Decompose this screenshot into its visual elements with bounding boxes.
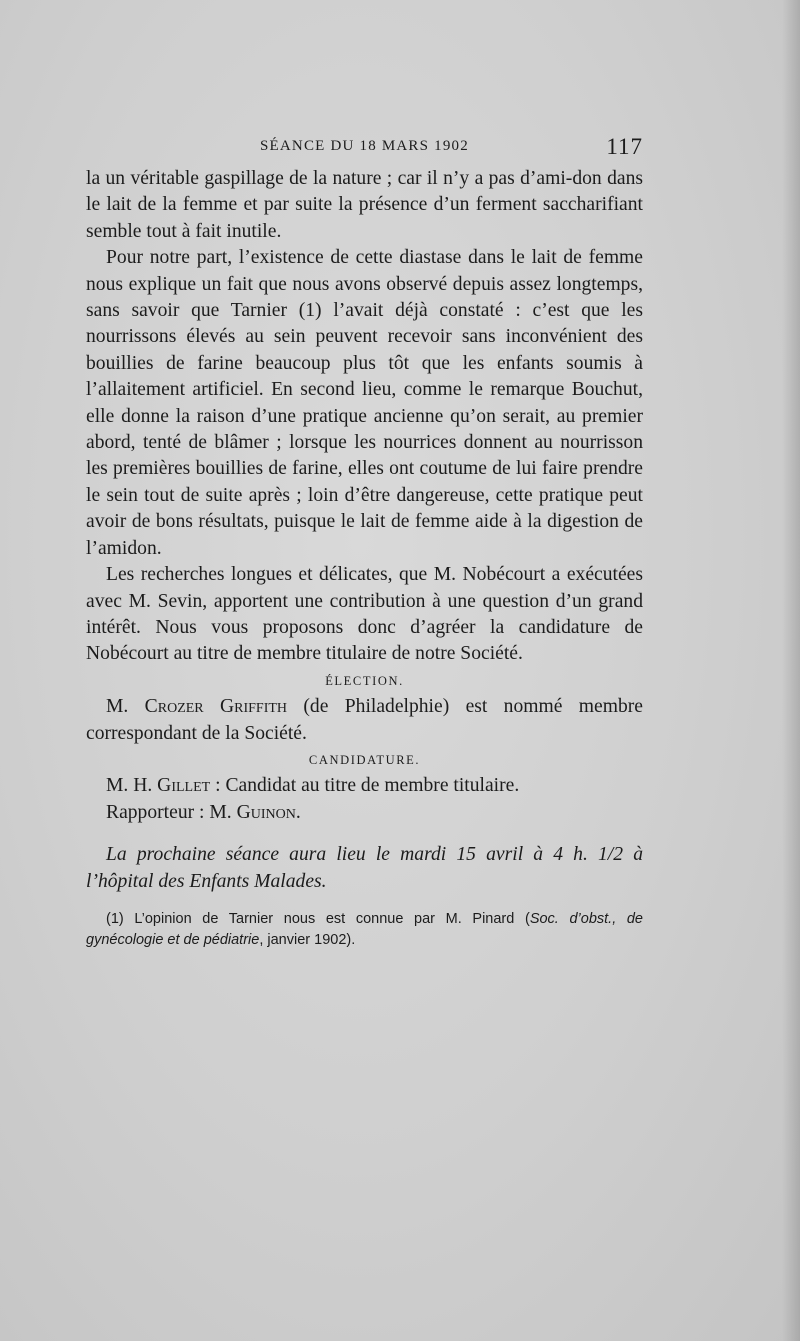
election-text: (de Philadelphie) est nommé membre correspondant de la Société. — [86, 696, 643, 744]
paragraph-2-end: l’avait déjà constaté : c’est que les nourrissons élevés au sein peuvent recevoir sans inconvénient des bouillies de farine beaucoup plus tôt que les enfants soumis à l’allaitement artificiel. En second lieu, comme le remarque Bouchut, elle donne la raison d’une pratique ancienne qu’on serait, au premier abord, tenté de blâmer ; lorsque les nourrices donnent au nourrisson les premières bouillies de farine, elles ont coutume de lui faire prendre le sein tout de suite après ; loin d’être dangereuse, cette pratique peut avoir de bons résultats, puisque le lait de femme aide à la digestion de l’amidon. — [86, 300, 643, 559]
paragraph-2-start: Pour notre part, l’existence de cette diastase dans le lait de femme nous explique un fait que nous avons observé depuis assez longtemps, sans savoir que Tarnier — [86, 247, 643, 322]
paragraph-3: Les recherches longues et délicates, que M. Nobécourt a exécutées avec M. Sevin, apportent une contribution à une question d’un grand intérêt. Nous vous proposons donc d’agréer la candidature de Nobécourt au titre de membre titulaire de notre Société. — [86, 564, 643, 665]
footnote-text-a: L’opinion de Tarnier nous est connue par M. Pinard ( — [123, 910, 530, 927]
rapporteur-label: Rapporteur : M. — [106, 801, 237, 823]
page-edge-shadow — [782, 0, 800, 1341]
footnote — [86, 909, 643, 951]
footnote-text-b: , janvier 1902). — [259, 931, 356, 948]
candidature-heading: CANDIDATURE. — [308, 752, 421, 767]
election-name: Crozer Griffith — [144, 696, 288, 718]
body-text — [86, 166, 643, 951]
candidature-prefix: M. H. — [106, 775, 158, 797]
rapporteur-name: Guinon — [236, 801, 296, 823]
paragraph-2 — [86, 245, 643, 562]
rapporteur-end: . — [295, 801, 301, 823]
paragraph-1: la un véritable gaspillage de la nature ; car il n’y a pas d’ami-don dans le lait de la femme et par suite la présence d’un ferment saccharifiant semble tout à fait inutile. — [86, 168, 643, 242]
election-heading: ÉLECTION. — [325, 673, 404, 688]
election-paragraph — [86, 694, 643, 747]
footnote-marker: (1) — [106, 910, 124, 927]
running-header — [88, 136, 643, 162]
footnote-journal: Soc. d’obst., de gynécologie et de pédiatrie — [86, 910, 643, 948]
candidature-name: Gillet — [157, 775, 211, 797]
candidature-text: : Candidat au titre de membre titulaire. — [210, 775, 520, 797]
candidature-paragraph — [86, 773, 643, 799]
page-number: 117 — [606, 134, 643, 159]
election-prefix: M. — [106, 696, 145, 718]
rapporteur-line — [86, 800, 643, 826]
running-title: SÉANCE DU 18 MARS 1902 — [260, 138, 469, 154]
footnote-reference: (1) — [298, 300, 322, 322]
next-session-announcement: La prochaine séance aura lieu le mardi 15 avril à 4 h. 1/2 à l’hôpital des Enfants Malades. — [86, 844, 643, 892]
